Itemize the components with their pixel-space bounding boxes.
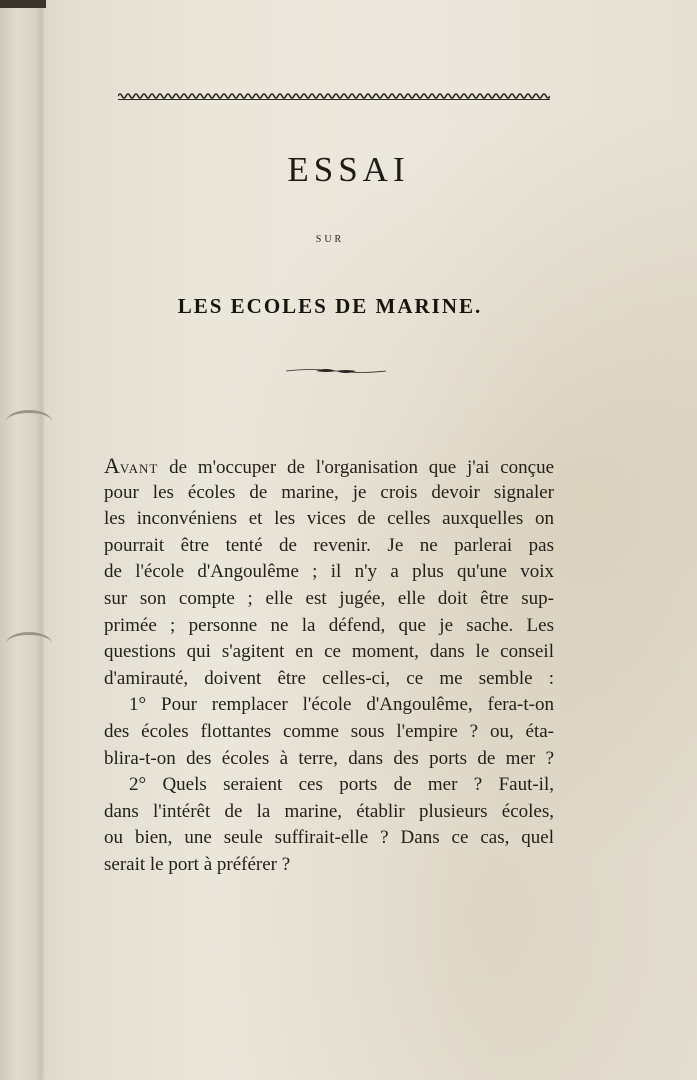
- text-line: [104, 453, 554, 480]
- opening-word-rest: VANT: [119, 461, 159, 476]
- text-line: serait le port à préférer ?: [104, 853, 291, 875]
- text-line-content: de m'occuper de l'organisation que j'ai conçue: [158, 457, 554, 478]
- page-subtitle: LES ECOLES DE MARINE.: [177, 294, 483, 318]
- text-line: ou bien, une seule suffirait-elle ? Dans ce cas, quel: [104, 827, 554, 849]
- text-line: sur son compte ; elle est jugée, elle doit être sup-: [104, 587, 554, 609]
- text-line: questions qui s'agitent en ce moment, dans le conseil: [104, 641, 554, 663]
- header-rule: [118, 92, 550, 100]
- text-line: pour les écoles de marine, je crois devoir signaler: [104, 481, 554, 503]
- binding-stitch-bottom: [6, 632, 52, 655]
- page-title: ESSAI: [287, 150, 410, 189]
- text-line: des écoles flottantes comme sous l'empire ? ou, éta-: [104, 720, 554, 742]
- text-line: blira-t-on des écoles à terre, dans des ports de mer ?: [104, 747, 554, 769]
- text-line: d'amirauté, doivent être celles-ci, ce me semble :: [104, 667, 554, 689]
- text-line: pourrait être tenté de revenir. Je ne parlerai pas: [104, 534, 554, 556]
- body-paragraph: [104, 453, 554, 879]
- text-line: 2° Quels seraient ces ports de mer ? Faut-il,: [129, 774, 554, 796]
- drop-cap-initial: A: [104, 453, 120, 478]
- ornament-divider: [286, 366, 386, 376]
- title-connector: SUR: [315, 234, 345, 245]
- torn-corner: [0, 0, 46, 8]
- text-line: dans l'intérêt de la marine, établir plusieurs écoles,: [104, 800, 554, 822]
- text-line: de l'école d'Angoulême ; il n'y a plus qu'une voix: [104, 561, 554, 583]
- text-line: les inconvéniens et les vices de celles auxquelles on: [104, 508, 554, 530]
- text-line: 1° Pour remplacer l'école d'Angoulême, fera-t-on: [129, 694, 554, 716]
- text-line: primée ; personne ne la défend, que je sache. Les: [104, 614, 554, 636]
- binding-stitch-top: [6, 410, 52, 433]
